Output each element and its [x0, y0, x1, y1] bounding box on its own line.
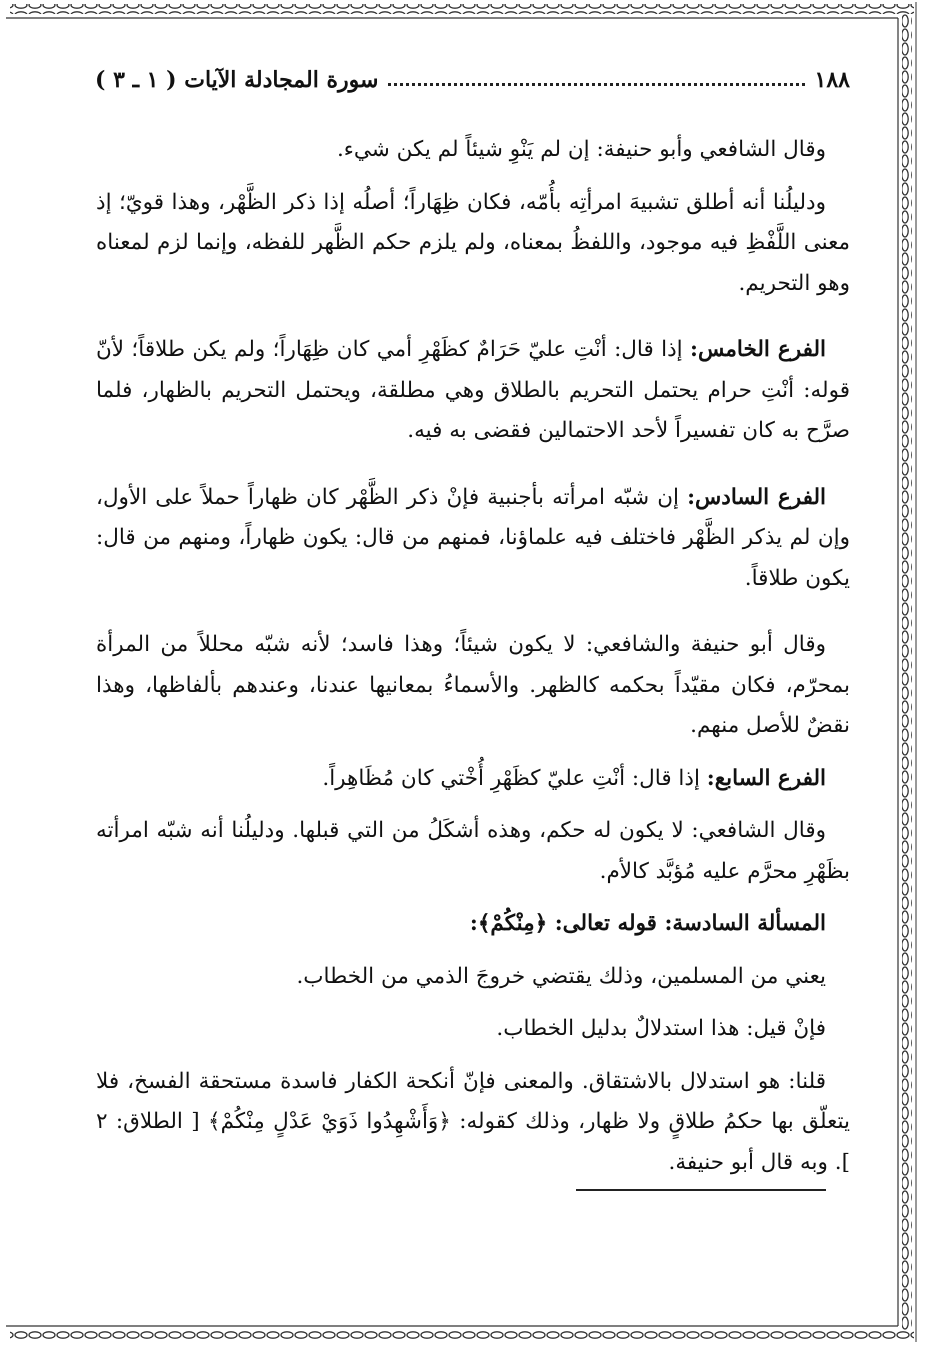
- section-heading: المسألة السادسة: قوله تعالى: ﴿مِنْكُمْ﴾:: [469, 911, 826, 936]
- page-header: [95, 62, 850, 98]
- paragraph-branch-7: الفرع السابع: إذا قال: أنْتِ عليّ كظَهْرِ أُخْتي كان مُظَاهِراً.: [322, 765, 826, 791]
- paragraph-branch-6: الفرع السادس: إن شبّه امرأته بأجنبية فإنْ ذكر الظَّهْر كان ظهاراً حملاً على الأول، وإن لم يذكر الظَّهْر فاختلف فيه علماؤنا، فمنهم من قال: يكون ظهاراً، ومنهم من قال: يكون طلاقاً.: [96, 484, 850, 591]
- page-number: ١٨٨: [814, 67, 850, 93]
- paragraph-1: وقال الشافعي وأبو حنيفة: إن لم يَنْوِ شيئاً لم يكن شيء.: [336, 137, 826, 162]
- main-text: [96, 130, 850, 1191]
- paragraph-2: ودليلُنا أنه أطلق تشبيهَ امرأتِه بأُمّه، فكان ظِهَاراً؛ أصلُه إذا ذكر الظَّهْر، وهذا قويّ؛ إذ معنى اللَّفْظِ فيه موجود، واللفظُ بمعناه، ولم يلزم حكم الظَّهر للفظه، وإنما لزم لمعناه وهو التحريم.: [96, 189, 850, 296]
- paragraph-branch-5: الفرع الخامس: إذا قال: أنْتِ عليّ حَرَامٌ كظَهْرِ أمي كان ظِهَاراً؛ ولم يكن طلاقاً؛ لأنّ قوله: أنْتِ حرام يحتمل التحريم بالطلاق وهي مطلقة، ويحتمل التحريم بالظهار، فلما صرَّح به كان تفسيراً لأحد الاحتمالين فقضى به فيه.: [96, 337, 850, 443]
- paragraph-5: وقال أبو حنيفة والشافعي: لا يكون شيئاً؛ وهذا فاسد؛ لأنه شبّه محللاً من المرأة بمحرّم، فكان مقيّداً بحكمه كالظهر. والأسماءُ بمعانيها عندنا، وعندهم بألفاظها، وهذا نقضٌ للأصل منهم.: [96, 632, 850, 738]
- paragraph-11: قلنا: هو استدلال بالاشتقاق. والمعنى فإنّ أنكحة الكفار فاسدة مستحقة الفسخ، فلا يتعلّق بها حكمُ طلاقٍ ولا ظهار، وذلك كقوله: ﴿وَأَشْهِدُوا ذَوَيْ عَدْلٍ مِنْكُمْ﴾ [ الطلاق: ٢ ]. وبه قال أبو حنيفة.: [96, 1068, 850, 1175]
- running-title: سورة المجادلة الآيات ( ١ ـ ٣ ): [95, 67, 379, 93]
- header-dot-leader: [388, 83, 804, 86]
- footnote-rule: [576, 1189, 826, 1191]
- paragraph-9: يعني من المسلمين، وذلك يقتضي خروجَ الذمي من الخطاب.: [296, 963, 826, 989]
- section-label: الفرع السابع:: [706, 765, 826, 791]
- section-label: الفرع الخامس:: [690, 337, 826, 362]
- paragraph-7: وقال الشافعي: لا يكون له حكم، وهذه أشكَلُ من التي قبلها. ودليلُنا أنه شبّه امرأته بظَهْرِ محرَّم عليه مُؤبَّد كالأم.: [96, 818, 850, 884]
- section-label: الفرع السادس:: [687, 484, 826, 510]
- paragraph-10: فإنْ قيل: هذا استدلالٌ بدليل الخطاب.: [496, 1016, 826, 1041]
